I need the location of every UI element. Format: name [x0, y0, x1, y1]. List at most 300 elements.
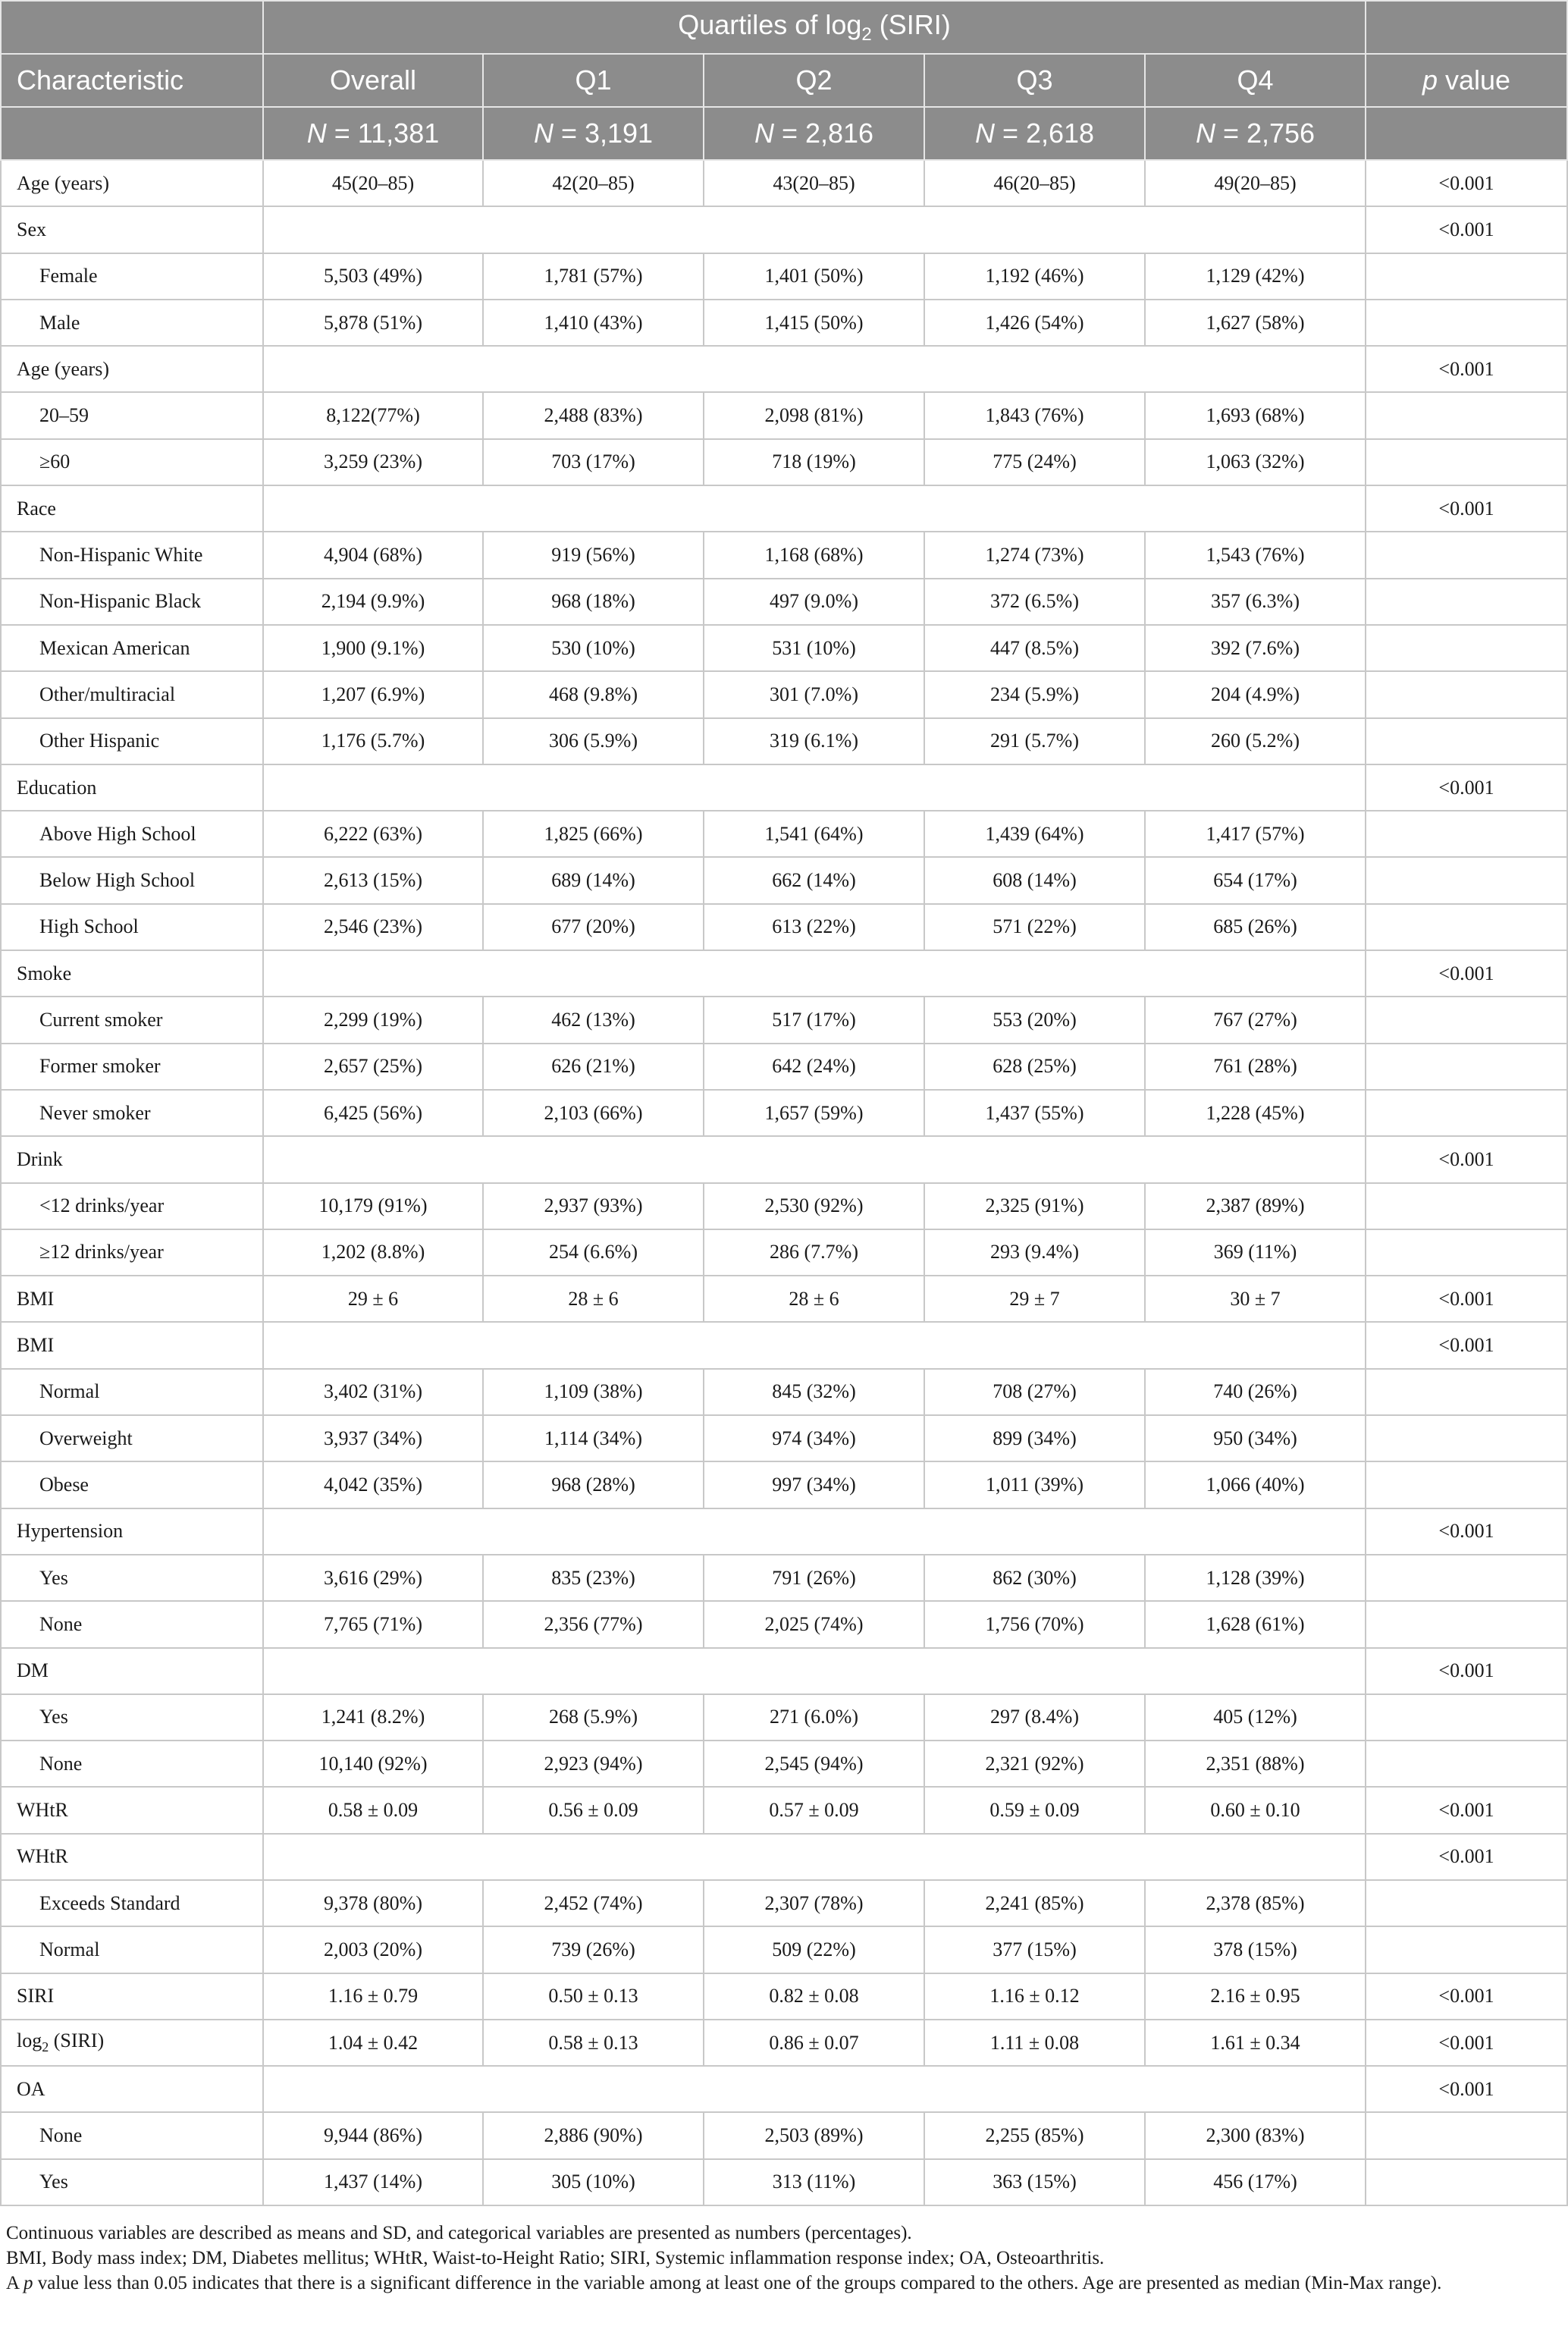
cell-overall: 1.04 ± 0.42	[263, 2020, 483, 2066]
cell-q4: 1,228 (45%)	[1145, 1090, 1366, 1136]
cell-q1: 1,114 (34%)	[483, 1415, 704, 1461]
cell-q2: 662 (14%)	[704, 857, 924, 903]
section-row	[1, 485, 1567, 532]
row-label: Other Hispanic	[1, 718, 263, 764]
cell-q4: 2,300 (83%)	[1145, 2112, 1366, 2158]
cell-q3: 0.59 ± 0.09	[924, 1787, 1145, 1833]
section-row	[1, 1508, 1567, 1555]
table-row	[1, 904, 1567, 950]
section-row	[1, 1136, 1567, 1182]
row-label: Obese	[1, 1461, 263, 1508]
table-row	[1, 1601, 1567, 1647]
section-row	[1, 950, 1567, 997]
section-row	[1, 206, 1567, 253]
cell-pvalue: <0.001	[1366, 160, 1567, 206]
cell-overall: 6,425 (56%)	[263, 1090, 483, 1136]
cell-pvalue	[1366, 671, 1567, 717]
cell-overall: 1,202 (8.8%)	[263, 1229, 483, 1276]
row-label: BMI	[1, 1276, 263, 1322]
cell-pvalue	[1366, 2159, 1567, 2205]
section-spacer	[263, 2066, 1366, 2112]
table-row	[1, 253, 1567, 300]
cell-q1: 2,452 (74%)	[483, 1880, 704, 1926]
cell-q3: 363 (15%)	[924, 2159, 1145, 2205]
row-label: Other/multiracial	[1, 671, 263, 717]
cell-pvalue: <0.001	[1366, 950, 1567, 997]
cell-q1: 2,103 (66%)	[483, 1090, 704, 1136]
cell-q2: 791 (26%)	[704, 1555, 924, 1601]
n-symbol: N	[533, 118, 554, 149]
cell-q2: 2,503 (89%)	[704, 2112, 924, 2158]
n-overall	[263, 107, 483, 160]
cell-q1: 0.56 ± 0.09	[483, 1787, 704, 1833]
section-spacer	[263, 764, 1366, 811]
cell-pvalue	[1366, 532, 1567, 578]
n-value: = 3,191	[553, 118, 654, 149]
cell-q1: 689 (14%)	[483, 857, 704, 903]
cell-q2: 1,541 (64%)	[704, 811, 924, 857]
row-label: Normal	[1, 1926, 263, 1973]
quartiles-group-header	[263, 1, 1366, 54]
cell-pvalue	[1366, 1090, 1567, 1136]
cell-pvalue	[1366, 857, 1567, 903]
row-label: Drink	[1, 1136, 263, 1182]
cell-q1: 968 (28%)	[483, 1461, 704, 1508]
cell-q1: 968 (18%)	[483, 579, 704, 625]
cell-q3: 46(20–85)	[924, 160, 1145, 206]
row-label: BMI	[1, 1322, 263, 1368]
cell-pvalue: <0.001	[1366, 346, 1567, 392]
table-row	[1, 2159, 1567, 2205]
cell-q3: 1,756 (70%)	[924, 1601, 1145, 1647]
cell-overall: 1,437 (14%)	[263, 2159, 483, 2205]
cell-q3: 234 (5.9%)	[924, 671, 1145, 717]
cell-q2: 997 (34%)	[704, 1461, 924, 1508]
cell-pvalue	[1366, 2112, 1567, 2158]
cell-q1: 2,937 (93%)	[483, 1183, 704, 1229]
cell-q3: 293 (9.4%)	[924, 1229, 1145, 1276]
table-row	[1, 1694, 1567, 1741]
footnote-3	[6, 2271, 1560, 2296]
cell-pvalue: <0.001	[1366, 2020, 1567, 2066]
row-label: Overweight	[1, 1415, 263, 1461]
col-header-overall: Overall	[263, 54, 483, 107]
cell-overall: 1,900 (9.1%)	[263, 625, 483, 671]
n-q1	[483, 107, 704, 160]
table-row	[1, 300, 1567, 346]
n-symbol: N	[974, 118, 995, 149]
cell-q3: 775 (24%)	[924, 439, 1145, 485]
cell-pvalue	[1366, 904, 1567, 950]
table-header	[1, 1, 1567, 160]
table-row	[1, 1555, 1567, 1601]
cell-pvalue: <0.001	[1366, 1136, 1567, 1182]
row-label: Non-Hispanic Black	[1, 579, 263, 625]
cell-pvalue	[1366, 439, 1567, 485]
row-label: ≥12 drinks/year	[1, 1229, 263, 1276]
section-spacer	[263, 346, 1366, 392]
col-header-q3: Q3	[924, 54, 1145, 107]
row-label: SIRI	[1, 1973, 263, 2020]
cell-q3: 291 (5.7%)	[924, 718, 1145, 764]
footnote-2: BMI, Body mass index; DM, Diabetes mellitus; WHtR, Waist-to-Height Ratio; SIRI, Systemic inflammation response index; OA, Osteoarthritis.	[6, 2248, 1105, 2268]
cell-q1: 626 (21%)	[483, 1044, 704, 1090]
cell-q1: 1,781 (57%)	[483, 253, 704, 300]
cell-q2: 497 (9.0%)	[704, 579, 924, 625]
row-label: 20–59	[1, 392, 263, 438]
cell-pvalue	[1366, 1415, 1567, 1461]
cell-q1: 468 (9.8%)	[483, 671, 704, 717]
n-symbol: N	[754, 118, 774, 149]
cell-q4: 260 (5.2%)	[1145, 718, 1366, 764]
cell-q3: 29 ± 7	[924, 1276, 1145, 1322]
table-row	[1, 718, 1567, 764]
cell-q1: 739 (26%)	[483, 1926, 704, 1973]
row-label: None	[1, 1741, 263, 1787]
cell-q4: 30 ± 7	[1145, 1276, 1366, 1322]
section-spacer	[263, 1834, 1366, 1880]
cell-q4: 1,129 (42%)	[1145, 253, 1366, 300]
cell-overall: 8,122(77%)	[263, 392, 483, 438]
row-label: Age (years)	[1, 160, 263, 206]
cell-overall: 2,299 (19%)	[263, 997, 483, 1043]
cell-q4: 2,387 (89%)	[1145, 1183, 1366, 1229]
cell-q2: 2,098 (81%)	[704, 392, 924, 438]
cell-q3: 608 (14%)	[924, 857, 1145, 903]
row-label: DM	[1, 1648, 263, 1694]
cell-q2: 613 (22%)	[704, 904, 924, 950]
cell-q1: 835 (23%)	[483, 1555, 704, 1601]
cell-overall: 3,937 (34%)	[263, 1415, 483, 1461]
group-title-subscript: 2	[861, 24, 872, 46]
cell-q2: 517 (17%)	[704, 997, 924, 1043]
cell-q3: 553 (20%)	[924, 997, 1145, 1043]
cell-overall: 3,259 (23%)	[263, 439, 483, 485]
table-row	[1, 1090, 1567, 1136]
row-label: Current smoker	[1, 997, 263, 1043]
footnote-1: Continuous variables are described as means and SD, and categorical variables are presented as numbers (percentages).	[6, 2223, 912, 2243]
cell-pvalue	[1366, 1880, 1567, 1926]
section-row	[1, 346, 1567, 392]
n-value: = 2,618	[994, 118, 1095, 149]
cell-q2: 28 ± 6	[704, 1276, 924, 1322]
table-row	[1, 1880, 1567, 1926]
cell-pvalue	[1366, 1926, 1567, 1973]
cell-q2: 0.82 ± 0.08	[704, 1973, 924, 2020]
cell-q4: 369 (11%)	[1145, 1229, 1366, 1276]
table-row	[1, 857, 1567, 903]
cell-q1: 2,488 (83%)	[483, 392, 704, 438]
table-row	[1, 1741, 1567, 1787]
cell-q2: 845 (32%)	[704, 1369, 924, 1415]
cell-pvalue: <0.001	[1366, 1508, 1567, 1555]
row-label: Yes	[1, 1694, 263, 1741]
cell-q3: 1,843 (76%)	[924, 392, 1145, 438]
cell-pvalue	[1366, 1044, 1567, 1090]
cell-q4: 1,628 (61%)	[1145, 1601, 1366, 1647]
footnote-3-pre: A	[6, 2273, 24, 2293]
cell-q3: 1,011 (39%)	[924, 1461, 1145, 1508]
cell-pvalue: <0.001	[1366, 1834, 1567, 1880]
table-row	[1, 1787, 1567, 1833]
section-spacer	[263, 206, 1366, 253]
row-label: Non-Hispanic White	[1, 532, 263, 578]
table-row	[1, 1276, 1567, 1322]
table-row	[1, 2020, 1567, 2066]
table-row	[1, 439, 1567, 485]
cell-q4: 761 (28%)	[1145, 1044, 1366, 1090]
cell-overall: 0.58 ± 0.09	[263, 1787, 483, 1833]
table-footnotes	[6, 2221, 1560, 2296]
cell-q1: 305 (10%)	[483, 2159, 704, 2205]
cell-q4: 1,128 (39%)	[1145, 1555, 1366, 1601]
cell-overall: 9,944 (86%)	[263, 2112, 483, 2158]
cell-pvalue: <0.001	[1366, 485, 1567, 532]
col-header-q1: Q1	[483, 54, 704, 107]
cell-pvalue: <0.001	[1366, 2066, 1567, 2112]
table-row	[1, 2112, 1567, 2158]
cell-q4: 456 (17%)	[1145, 2159, 1366, 2205]
pvalue-header	[1366, 54, 1567, 107]
cell-q4: 405 (12%)	[1145, 1694, 1366, 1741]
cell-pvalue	[1366, 1183, 1567, 1229]
cell-q3: 899 (34%)	[924, 1415, 1145, 1461]
row-label: Normal	[1, 1369, 263, 1415]
cell-q3: 862 (30%)	[924, 1555, 1145, 1601]
cell-q3: 708 (27%)	[924, 1369, 1145, 1415]
cell-overall: 1,176 (5.7%)	[263, 718, 483, 764]
cell-q3: 1.11 ± 0.08	[924, 2020, 1145, 2066]
cell-overall: 4,042 (35%)	[263, 1461, 483, 1508]
table-row	[1, 532, 1567, 578]
cell-q4: 357 (6.3%)	[1145, 579, 1366, 625]
table-row	[1, 671, 1567, 717]
cell-overall: 5,503 (49%)	[263, 253, 483, 300]
row-label: ≥60	[1, 439, 263, 485]
cell-pvalue: <0.001	[1366, 1276, 1567, 1322]
cell-q4: 654 (17%)	[1145, 857, 1366, 903]
cell-pvalue	[1366, 811, 1567, 857]
row-label: Former smoker	[1, 1044, 263, 1090]
cell-q4: 1,063 (32%)	[1145, 439, 1366, 485]
row-label: Race	[1, 485, 263, 532]
cell-q2: 286 (7.7%)	[704, 1229, 924, 1276]
row-label: Yes	[1, 1555, 263, 1601]
cell-q3: 1,426 (54%)	[924, 300, 1145, 346]
cell-pvalue	[1366, 253, 1567, 300]
row-label: Never smoker	[1, 1090, 263, 1136]
cell-pvalue: <0.001	[1366, 1322, 1567, 1368]
row-label: Below High School	[1, 857, 263, 903]
cell-overall: 3,616 (29%)	[263, 1555, 483, 1601]
cell-pvalue: <0.001	[1366, 1648, 1567, 1694]
cell-q1: 1,410 (43%)	[483, 300, 704, 346]
cell-q3: 377 (15%)	[924, 1926, 1145, 1973]
cell-q3: 571 (22%)	[924, 904, 1145, 950]
row-label: Male	[1, 300, 263, 346]
cell-overall: 2,613 (15%)	[263, 857, 483, 903]
cell-overall: 1.16 ± 0.79	[263, 1973, 483, 2020]
table-row	[1, 1044, 1567, 1090]
cell-overall: 2,546 (23%)	[263, 904, 483, 950]
cell-q1: 306 (5.9%)	[483, 718, 704, 764]
cell-q2: 2,307 (78%)	[704, 1880, 924, 1926]
characteristic-header: Characteristic	[1, 54, 263, 107]
cell-pvalue	[1366, 997, 1567, 1043]
row-label: Exceeds Standard	[1, 1880, 263, 1926]
cell-pvalue	[1366, 1461, 1567, 1508]
cell-q2: 301 (7.0%)	[704, 671, 924, 717]
cell-q2: 509 (22%)	[704, 1926, 924, 1973]
cell-overall: 1,241 (8.2%)	[263, 1694, 483, 1741]
header-blank	[1, 107, 263, 160]
group-title-suffix: (SIRI)	[871, 8, 951, 40]
pvalue-rest: value	[1437, 64, 1511, 96]
cell-overall: 45(20–85)	[263, 160, 483, 206]
section-spacer	[263, 950, 1366, 997]
row-label: None	[1, 2112, 263, 2158]
section-spacer	[263, 1508, 1366, 1555]
cell-q3: 372 (6.5%)	[924, 579, 1145, 625]
cell-q2: 718 (19%)	[704, 439, 924, 485]
col-header-q2: Q2	[704, 54, 924, 107]
section-row	[1, 2066, 1567, 2112]
cell-q1: 268 (5.9%)	[483, 1694, 704, 1741]
cell-q4: 204 (4.9%)	[1145, 671, 1366, 717]
cell-q2: 642 (24%)	[704, 1044, 924, 1090]
row-label: Hypertension	[1, 1508, 263, 1555]
row-label: Age (years)	[1, 346, 263, 392]
table-body	[1, 160, 1567, 2205]
cell-pvalue	[1366, 718, 1567, 764]
cell-overall: 7,765 (71%)	[263, 1601, 483, 1647]
cell-q4: 1,066 (40%)	[1145, 1461, 1366, 1508]
cell-q4: 1,543 (76%)	[1145, 532, 1366, 578]
cell-q3: 297 (8.4%)	[924, 1694, 1145, 1741]
cell-q4: 740 (26%)	[1145, 1369, 1366, 1415]
section-row	[1, 1322, 1567, 1368]
cell-q2: 43(20–85)	[704, 160, 924, 206]
cell-pvalue	[1366, 1555, 1567, 1601]
row-label: WHtR	[1, 1787, 263, 1833]
cell-q4: 392 (7.6%)	[1145, 625, 1366, 671]
cell-q3: 447 (8.5%)	[924, 625, 1145, 671]
section-row	[1, 1648, 1567, 1694]
cell-q1: 2,356 (77%)	[483, 1601, 704, 1647]
cell-q4: 767 (27%)	[1145, 997, 1366, 1043]
section-spacer	[263, 1136, 1366, 1182]
cell-overall: 29 ± 6	[263, 1276, 483, 1322]
cell-q1: 0.50 ± 0.13	[483, 1973, 704, 2020]
row-label: None	[1, 1601, 263, 1647]
row-label: Yes	[1, 2159, 263, 2205]
n-value: = 11,381	[326, 118, 440, 149]
cell-overall: 3,402 (31%)	[263, 1369, 483, 1415]
cell-overall: 2,003 (20%)	[263, 1926, 483, 1973]
row-label: High School	[1, 904, 263, 950]
cell-overall: 2,194 (9.9%)	[263, 579, 483, 625]
cell-q2: 1,401 (50%)	[704, 253, 924, 300]
cell-overall: 5,878 (51%)	[263, 300, 483, 346]
cell-q1: 530 (10%)	[483, 625, 704, 671]
cell-q3: 1,439 (64%)	[924, 811, 1145, 857]
cell-pvalue	[1366, 625, 1567, 671]
table-row	[1, 625, 1567, 671]
cell-pvalue: <0.001	[1366, 1973, 1567, 2020]
cell-pvalue	[1366, 300, 1567, 346]
cell-q2: 2,025 (74%)	[704, 1601, 924, 1647]
cell-q1: 254 (6.6%)	[483, 1229, 704, 1276]
cell-q4: 0.60 ± 0.10	[1145, 1787, 1366, 1833]
section-spacer	[263, 485, 1366, 532]
cell-q4: 1,627 (58%)	[1145, 300, 1366, 346]
table-row	[1, 160, 1567, 206]
cell-q4: 378 (15%)	[1145, 1926, 1366, 1973]
cell-q1: 0.58 ± 0.13	[483, 2020, 704, 2066]
cell-q3: 1.16 ± 0.12	[924, 1973, 1145, 2020]
cell-overall: 2,657 (25%)	[263, 1044, 483, 1090]
n-value: = 2,816	[773, 118, 874, 149]
footnote-3-p: p	[23, 2273, 33, 2293]
cell-q2: 1,657 (59%)	[704, 1090, 924, 1136]
cell-pvalue	[1366, 1229, 1567, 1276]
table-row	[1, 1973, 1567, 2020]
cell-q4: 49(20–85)	[1145, 160, 1366, 206]
cell-q2: 271 (6.0%)	[704, 1694, 924, 1741]
cell-q2: 319 (6.1%)	[704, 718, 924, 764]
cell-q4: 950 (34%)	[1145, 1415, 1366, 1461]
row-label: Female	[1, 253, 263, 300]
cell-pvalue: <0.001	[1366, 764, 1567, 811]
cell-overall: 10,179 (91%)	[263, 1183, 483, 1229]
cell-q4: 1,693 (68%)	[1145, 392, 1366, 438]
cell-q1: 677 (20%)	[483, 904, 704, 950]
row-label: Sex	[1, 206, 263, 253]
cell-q1: 2,886 (90%)	[483, 2112, 704, 2158]
n-q3	[924, 107, 1145, 160]
table-row	[1, 997, 1567, 1043]
table-row	[1, 1183, 1567, 1229]
cell-q2: 531 (10%)	[704, 625, 924, 671]
cell-q2: 1,415 (50%)	[704, 300, 924, 346]
cell-pvalue	[1366, 1694, 1567, 1741]
cell-q2: 0.86 ± 0.07	[704, 2020, 924, 2066]
cell-q4: 2,351 (88%)	[1145, 1741, 1366, 1787]
table-row	[1, 1926, 1567, 1973]
cell-q1: 462 (13%)	[483, 997, 704, 1043]
table-row	[1, 1415, 1567, 1461]
group-title-text: Quartiles of log	[678, 8, 862, 40]
header-blank	[1366, 107, 1567, 160]
cell-overall: 6,222 (63%)	[263, 811, 483, 857]
cell-overall: 9,378 (80%)	[263, 1880, 483, 1926]
cell-q1: 42(20–85)	[483, 160, 704, 206]
cell-q3: 2,321 (92%)	[924, 1741, 1145, 1787]
cell-q4: 2,378 (85%)	[1145, 1880, 1366, 1926]
cell-pvalue	[1366, 392, 1567, 438]
table-row	[1, 1461, 1567, 1508]
cell-q1: 1,825 (66%)	[483, 811, 704, 857]
cell-q2: 2,530 (92%)	[704, 1183, 924, 1229]
cell-q3: 2,241 (85%)	[924, 1880, 1145, 1926]
cell-q1: 1,109 (38%)	[483, 1369, 704, 1415]
cell-q3: 1,274 (73%)	[924, 532, 1145, 578]
n-symbol: N	[306, 118, 327, 149]
cell-q3: 628 (25%)	[924, 1044, 1145, 1090]
header-blank	[1366, 1, 1567, 54]
header-blank	[1, 1, 263, 54]
n-symbol: N	[1195, 118, 1215, 149]
